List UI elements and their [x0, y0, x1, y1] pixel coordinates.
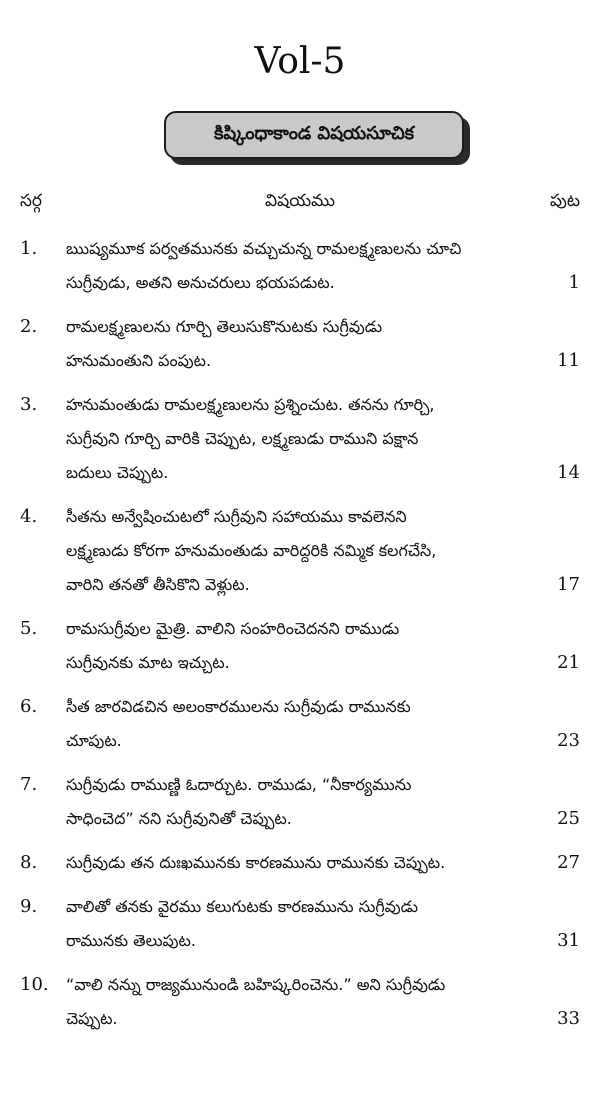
entry-number: 7.	[20, 774, 38, 795]
entry-text: రామలక్ష్మణులను గూర్చి తెలుసుకొనుటకు సుగ్రీవుడు హనుమంతుని పంపుట.	[66, 317, 383, 370]
entry-text: “వాలి నన్ను రాజ్యమునుండి బహిష్కరించెను.” అని సుగ్రీవుడు చెప్పుట.	[66, 975, 446, 1028]
entry-text: సీతను అన్వేషించుటలో సుగ్రీవుని సహాయము కావలెనని లక్ష్మణుడు కోరగా హనుమంతుడు వారిద్దరికి నమ్మిక కలగచేసి, వారిని తనతో తీసికొని వెళ్లుట.	[66, 507, 437, 594]
entry-text: వాలితో తనకు వైరము కలుగుటకు కారణమును సుగ్రీవుడు రామునకు తెలుపుట.	[66, 897, 419, 950]
entry-page: 17	[557, 574, 580, 595]
toc-entry	[0, 310, 600, 378]
toc-entry	[0, 846, 600, 880]
entry-page: 21	[557, 652, 580, 673]
entry-number: 5.	[20, 618, 38, 639]
entry-text: రామసుగ్రీవుల మైత్రి. వాలిని సంహరించెదనని రాముడు సుగ్రీవునకు మాట ఇచ్చుట.	[66, 619, 400, 672]
column-header-puta: పుట	[549, 191, 580, 211]
entry-number: 10.	[20, 974, 49, 995]
section-title: కిష్కింధాకాండ విషయసూచిక	[164, 111, 464, 159]
column-header-row	[0, 188, 600, 214]
column-header-sarga: సర్గ	[20, 191, 43, 211]
table-of-contents	[0, 232, 600, 1046]
column-header-vishayamu: విషయము	[265, 191, 335, 211]
entry-page: 11	[557, 350, 580, 371]
toc-entry	[0, 968, 600, 1036]
toc-entry	[0, 500, 600, 602]
toc-entry	[0, 768, 600, 836]
toc-entry	[0, 690, 600, 758]
entry-number: 2.	[20, 316, 38, 337]
entry-text: హనుమంతుడు రామలక్ష్మణులను ప్రశ్నించుట. తనను గూర్చి, సుగ్రీవుని గూర్చి వారికి చెప్పుట, లక్ష్మణుడు రాముని పక్షాన బదులు చెప్పుట.	[66, 395, 435, 482]
section-title-badge	[164, 111, 464, 159]
toc-entry	[0, 890, 600, 958]
entry-page: 1	[568, 272, 580, 293]
entry-text: సుగ్రీవుడు తన దుఃఖమునకు కారణమును రామునకు చెప్పుట.	[66, 853, 446, 872]
entry-number: 6.	[20, 696, 38, 717]
volume-title: Vol-5	[254, 41, 346, 82]
entry-number: 8.	[20, 852, 38, 873]
entry-page: 33	[557, 1008, 580, 1029]
entry-number: 3.	[20, 394, 38, 415]
entry-page: 31	[557, 930, 580, 951]
toc-entry	[0, 388, 600, 490]
entry-text: సుగ్రీవుడు రాముణ్ణి ఓదార్చుట. రాముడు, “నీకార్యమును సాధించెద” నని సుగ్రీవునితో చెప్పుట.	[66, 775, 412, 828]
entry-text: సీత జారవిడచిన అలంకారములను సుగ్రీవుడు రామునకు చూపుట.	[66, 697, 411, 750]
entry-number: 9.	[20, 896, 38, 917]
entry-page: 25	[557, 808, 580, 829]
toc-entry	[0, 232, 600, 300]
entry-page: 23	[557, 730, 580, 751]
entry-page: 27	[557, 852, 580, 873]
entry-number: 4.	[20, 506, 38, 527]
entry-number: 1.	[20, 238, 38, 259]
entry-page: 14	[557, 462, 580, 483]
toc-entry	[0, 612, 600, 680]
entry-text: ఋష్యమూక పర్వతమునకు వచ్చుచున్న రామలక్ష్మణులను చూచి సుగ్రీవుడు, అతని అనుచరులు భయపడుట.	[66, 239, 462, 292]
